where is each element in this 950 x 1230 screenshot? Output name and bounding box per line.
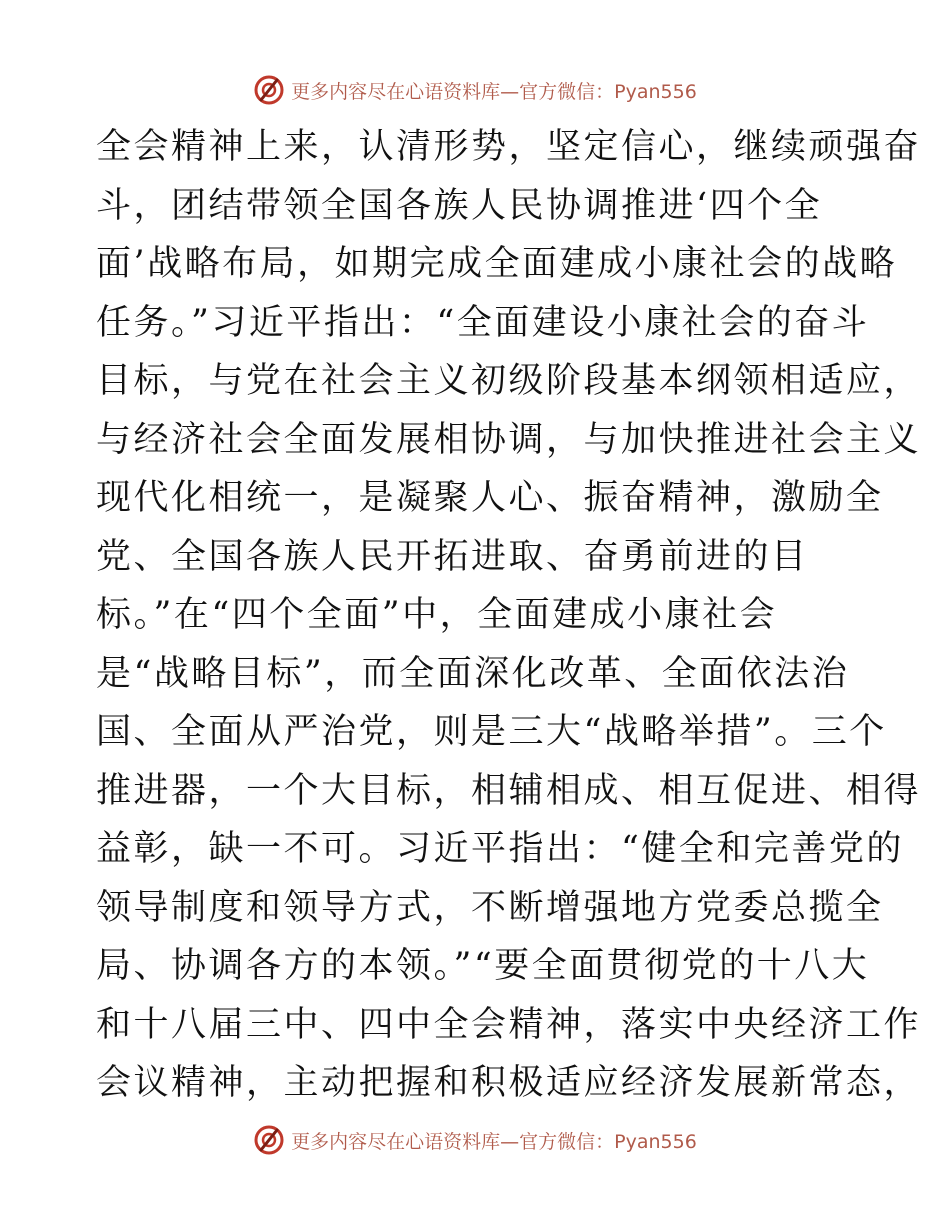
text-line: 斗，团结带领全国各族人民协调推进‘四个全 (96, 185, 823, 226)
text-line: 会议精神，主动把握和积极适应经济发展新常态， (96, 1063, 922, 1103)
text-line: 益彰，缺一不可。习近平指出：“健全和完善党的 (96, 829, 904, 869)
footer-watermark-text: 更多内容尽在心语资料库—官方微信：Pyan556 (291, 1130, 697, 1153)
text-line: 国、全面从严治党，则是三大“战略举措”。三个 (96, 712, 887, 752)
text-line: 和十八届三中、四中全会精神，落实中央经济工作 (96, 1004, 922, 1045)
logo-icon (253, 74, 285, 106)
text-line: 目标，与党在社会主义初级阶段基本纲领相适应， (96, 361, 922, 401)
footer-watermark (0, 1120, 950, 1160)
text-line: 全会精神上来，认清形势，坚定信心，继续顽强奋 (96, 127, 922, 167)
text-line: 标。”在“四个全面”中，全面建成小康社会 (96, 595, 778, 635)
text-line: 面’战略布局，如期完成全面建成小康社会的战略 (96, 244, 898, 284)
text-line: 是“战略目标”，而全面深化改革、全面依法治 (96, 653, 850, 694)
header-watermark (0, 70, 950, 110)
text-line: 推进器，一个大目标，相辅相成、相互促进、相得 (96, 770, 922, 811)
header-watermark-text: 更多内容尽在心语资料库—官方微信：Pyan556 (291, 80, 697, 103)
text-line: 党、全国各族人民开拓进取、奋勇前进的目 (96, 536, 809, 577)
logo-icon (253, 1124, 285, 1156)
text-line: 局、协调各方的本领。”“要全面贯彻党的十八大 (96, 946, 870, 986)
text-line: 领导制度和领导方式，不断增强地方党委总揽全 (96, 887, 884, 928)
text-line: 任务。”习近平指出：“全面建设小康社会的奋斗 (96, 302, 870, 343)
text-line: 与经济社会全面发展相协调，与加快推进社会主义 (96, 419, 922, 460)
text-line: 现代化相统一，是凝聚人心、振奋精神，激励全 (96, 478, 884, 518)
document-body (96, 118, 922, 1113)
